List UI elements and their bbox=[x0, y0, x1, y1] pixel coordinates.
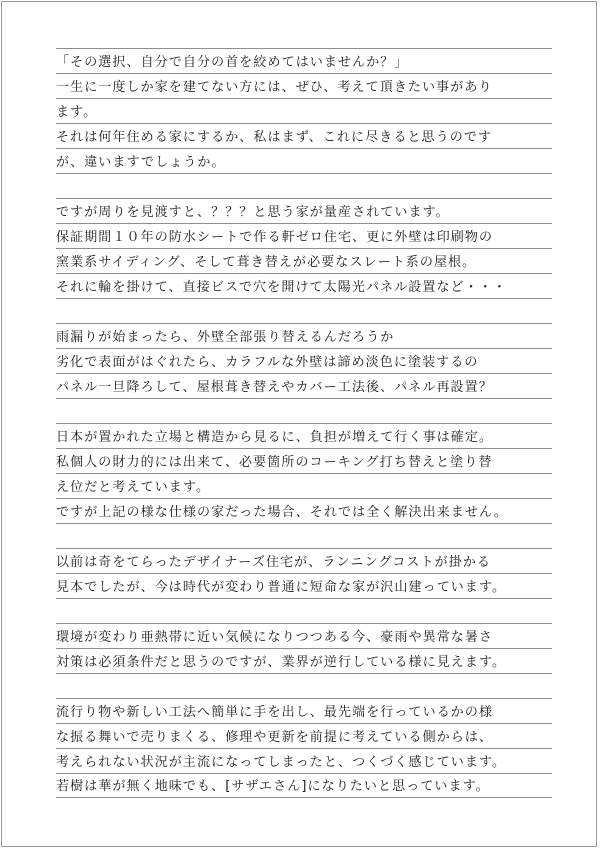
blank-line bbox=[56, 673, 552, 698]
blank-line bbox=[56, 398, 552, 423]
blank-line bbox=[56, 298, 552, 323]
text-line bbox=[56, 148, 552, 173]
line-text: 見本でしたが、今は時代が変わり普通に短命な家が沢山建っています。 bbox=[56, 580, 507, 595]
text-line bbox=[56, 123, 552, 148]
text-line bbox=[56, 623, 552, 648]
line-text: 考えられない状況が主流になってしまったと、つくづく感じています。 bbox=[56, 755, 507, 770]
text-line bbox=[56, 323, 552, 348]
text-line bbox=[56, 648, 552, 673]
line-text: ですが上記の様な仕様の家だった場合、それでは全く解決出来ません。 bbox=[56, 505, 508, 520]
blank-line bbox=[56, 598, 552, 623]
line-text: ます。 bbox=[56, 105, 98, 120]
line-text: 窯業系サイディング、そして葺き替えが必要なスレート系の屋根。 bbox=[56, 255, 477, 270]
text-line bbox=[56, 73, 552, 98]
line-text: それは何年住める家にするか、私はまず、これに尽きると思うのです bbox=[56, 130, 493, 145]
text-line bbox=[56, 223, 552, 248]
text-line bbox=[56, 198, 552, 223]
text-line bbox=[56, 373, 552, 398]
text-line bbox=[56, 698, 552, 723]
text-line bbox=[56, 573, 552, 598]
line-text: 環境が変わり亜熱帯に近い気候になりつつある今、豪雨や異常な暑さ bbox=[56, 630, 494, 645]
text-line bbox=[56, 723, 552, 748]
line-text: パネル一旦降ろして、屋根葺き替えやカバー工法後、パネル再設置？ bbox=[56, 380, 493, 395]
line-text: 保証期間１０年の防水シートで作る軒ゼロ住宅、更に外壁は印刷物の bbox=[56, 230, 494, 245]
line-text: 対策は必須条件だと思うのですが、業界が逆行している様に見えます。 bbox=[56, 655, 507, 670]
line-text: え位だと考えています。 bbox=[56, 480, 211, 495]
line-text: 若樹は華が無く地味でも、[サザエさん]になりたいと思っています。 bbox=[56, 779, 490, 794]
text-line bbox=[56, 48, 552, 73]
ruled-lines bbox=[56, 48, 552, 798]
text-line bbox=[56, 248, 552, 273]
blank-line bbox=[56, 173, 552, 198]
line-text: な振る舞いで売りまくる、修理や更新を前提に考えている側からは、 bbox=[56, 730, 494, 745]
text-line bbox=[56, 273, 552, 298]
line-text: 雨漏りが始まったら、外壁全部張り替えるんだろうか bbox=[56, 330, 395, 345]
line-text: が、違いますでしょうか。 bbox=[56, 155, 226, 170]
text-line bbox=[56, 773, 552, 798]
line-text: 「その選択、自分で自分の首を絞めてはいませんか？」 bbox=[56, 55, 409, 70]
blank-line bbox=[56, 523, 552, 548]
document-page bbox=[1, 1, 597, 847]
text-line bbox=[56, 548, 552, 573]
line-text: 劣化で表面がはぐれたら、カラフルな外壁は諦め淡色に塗装するの bbox=[56, 355, 479, 370]
text-line bbox=[56, 748, 552, 773]
line-text: ですが周りを見渡すと、？？？と思う家が量産されています。 bbox=[56, 205, 450, 220]
text-line bbox=[56, 98, 552, 123]
line-text: 以前は奇をてらったデザイナーズ住宅が、ランニングコストが掛かる bbox=[56, 555, 492, 570]
line-text: 一生に一度しか家を建てない方には、ぜひ、考えて頂きたい事があり bbox=[56, 80, 493, 95]
line-text: 流行り物や新しい工法へ簡単に手を出し、最先端を行っているかの様 bbox=[56, 705, 494, 720]
line-text: 私個人の財力的には出来て、必要箇所のコーキング打ち替えと塗り替 bbox=[56, 455, 493, 470]
text-line bbox=[56, 448, 552, 473]
text-line bbox=[56, 423, 552, 448]
text-line bbox=[56, 498, 552, 523]
text-line bbox=[56, 473, 552, 498]
line-text: それに輪を掛けて、直接ビスで穴を開けて太陽光パネル設置など・・・ bbox=[56, 280, 507, 295]
text-line bbox=[56, 348, 552, 373]
line-text: 日本が置かれた立場と構造から見るに、負担が増えて行く事は確定。 bbox=[56, 430, 494, 445]
